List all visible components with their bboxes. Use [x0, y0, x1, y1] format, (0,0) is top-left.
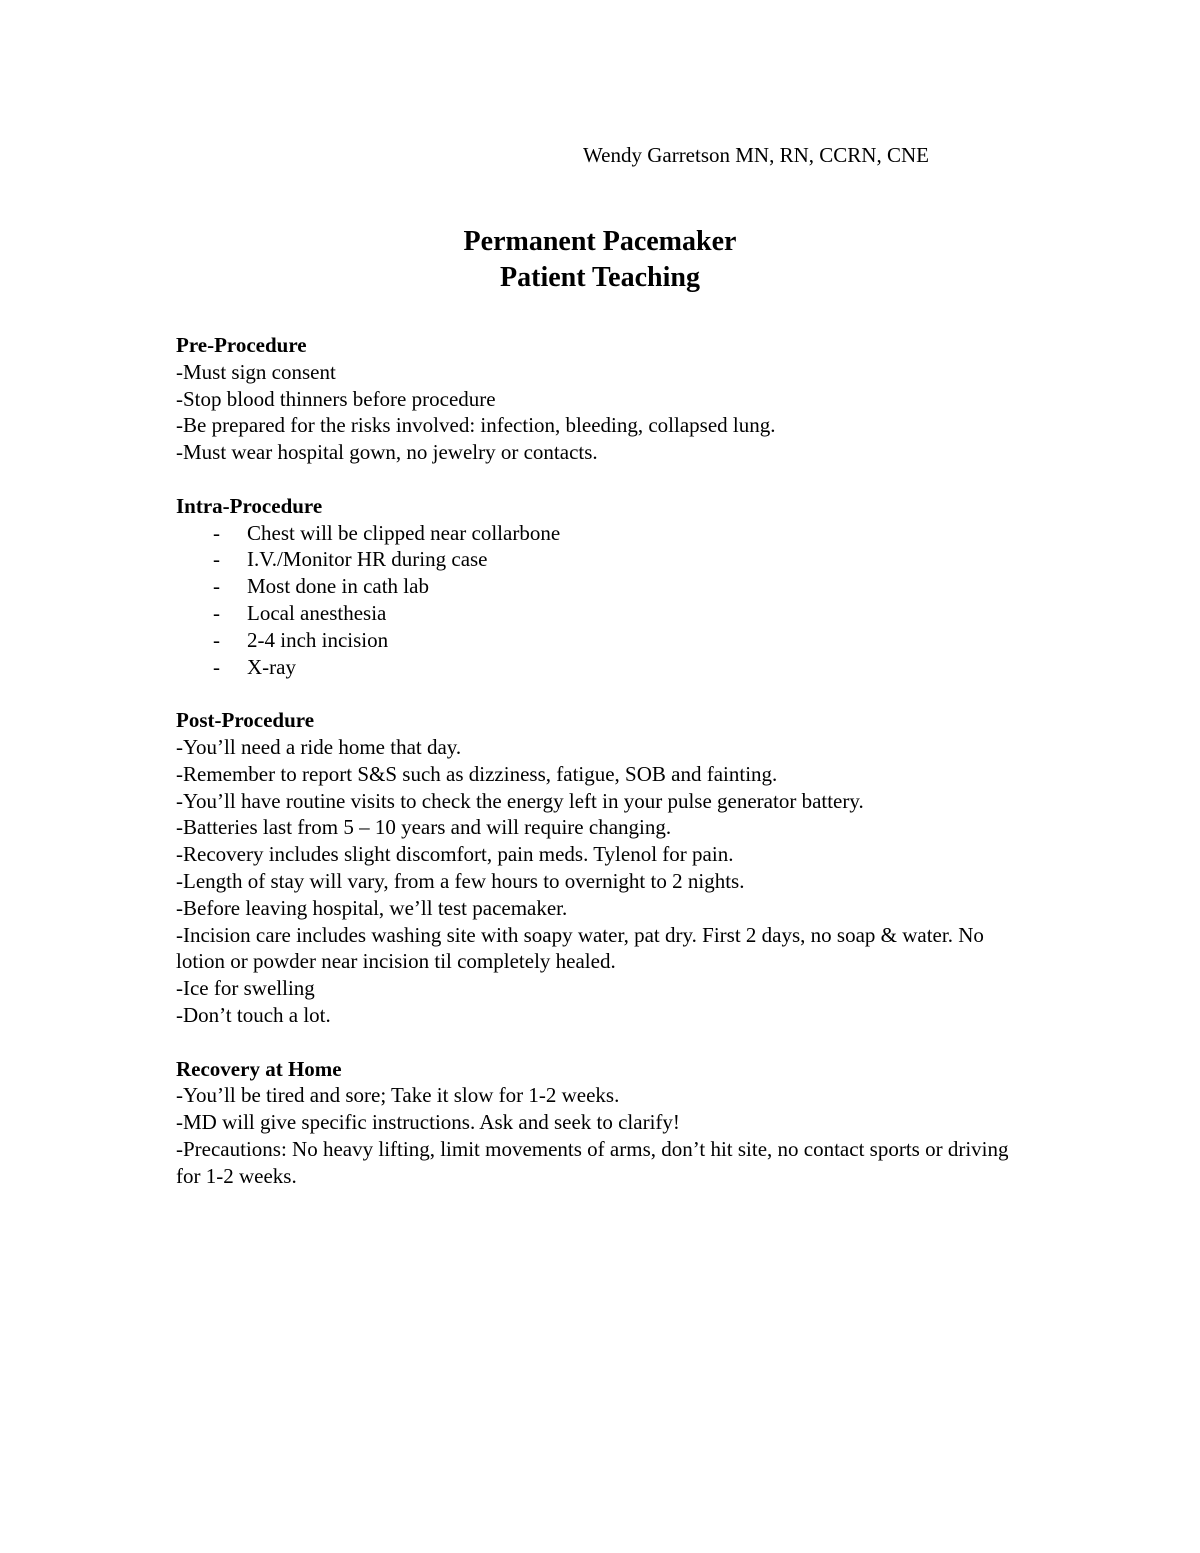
section-intra-procedure	[176, 493, 1036, 681]
list-item	[176, 520, 1036, 547]
bullet-dash: -	[213, 654, 220, 679]
list-item	[176, 546, 1036, 573]
list-item-text: I.V./Monitor HR during case	[247, 547, 488, 572]
text-line: -You’ll be tired and sore; Take it slow for 1-2 weeks.	[176, 1083, 620, 1108]
text-line: -Precautions: No heavy lifting, limit movements of arms, don’t hit site, no contact sports or driving for 1-2 weeks.	[176, 1136, 1009, 1188]
text-line: -Incision care includes washing site with soapy water, pat dry. First 2 days, no soap & water. No lotion or powder near incision til completely healed.	[176, 922, 984, 974]
section-pre-procedure	[176, 332, 1036, 466]
list-item-text: Local anesthesia	[247, 600, 387, 625]
section-heading: Post-Procedure	[176, 708, 315, 733]
text-line: -Don’t touch a lot.	[176, 1002, 331, 1027]
document-title	[0, 224, 1200, 296]
text-line: -Remember to report S&S such as dizziness, fatigue, SOB and fainting.	[176, 761, 778, 786]
text-line: -MD will give specific instructions. Ask and seek to clarify!	[176, 1110, 680, 1135]
title-line-2: Patient Teaching	[500, 262, 700, 293]
list-item-text: Chest will be clipped near collarbone	[247, 520, 561, 545]
bullet-dash: -	[213, 547, 220, 572]
text-line: -Must wear hospital gown, no jewelry or contacts.	[176, 440, 598, 465]
text-line: -Recovery includes slight discomfort, pain meds. Tylenol for pain.	[176, 842, 734, 867]
bullet-dash: -	[213, 520, 220, 545]
list-item	[176, 654, 1036, 681]
list-item-text: 2-4 inch incision	[247, 627, 389, 652]
text-line: -Ice for swelling	[176, 976, 315, 1001]
section-recovery-at-home	[176, 1056, 1036, 1190]
section-heading: Recovery at Home	[176, 1056, 342, 1081]
list-item	[176, 573, 1036, 600]
list-item-text: X-ray	[247, 654, 296, 679]
list-item	[176, 627, 1036, 654]
bullet-list	[176, 520, 1036, 681]
document-body	[176, 332, 1036, 1216]
text-line: -Before leaving hospital, we’ll test pacemaker.	[176, 895, 568, 920]
bullet-dash: -	[213, 627, 220, 652]
text-line: -Batteries last from 5 – 10 years and will require changing.	[176, 815, 672, 840]
text-line: -You’ll need a ride home that day.	[176, 734, 462, 759]
author-credentials: Wendy Garretson MN, RN, CCRN, CNE	[583, 143, 929, 167]
section-post-procedure	[176, 707, 1036, 1029]
text-line: -Length of stay will vary, from a few hours to overnight to 2 nights.	[176, 868, 745, 893]
list-item-text: Most done in cath lab	[247, 574, 429, 599]
bullet-dash: -	[213, 574, 220, 599]
text-line: -Must sign consent	[176, 359, 336, 384]
bullet-dash: -	[213, 600, 220, 625]
list-item	[176, 600, 1036, 627]
text-line: -Be prepared for the risks involved: infection, bleeding, collapsed lung.	[176, 413, 776, 438]
text-line: -Stop blood thinners before procedure	[176, 386, 496, 411]
section-heading: Intra-Procedure	[176, 493, 323, 518]
text-line: -You’ll have routine visits to check the energy left in your pulse generator battery.	[176, 788, 864, 813]
title-line-1: Permanent Pacemaker	[463, 226, 737, 257]
section-heading: Pre-Procedure	[176, 333, 307, 357]
